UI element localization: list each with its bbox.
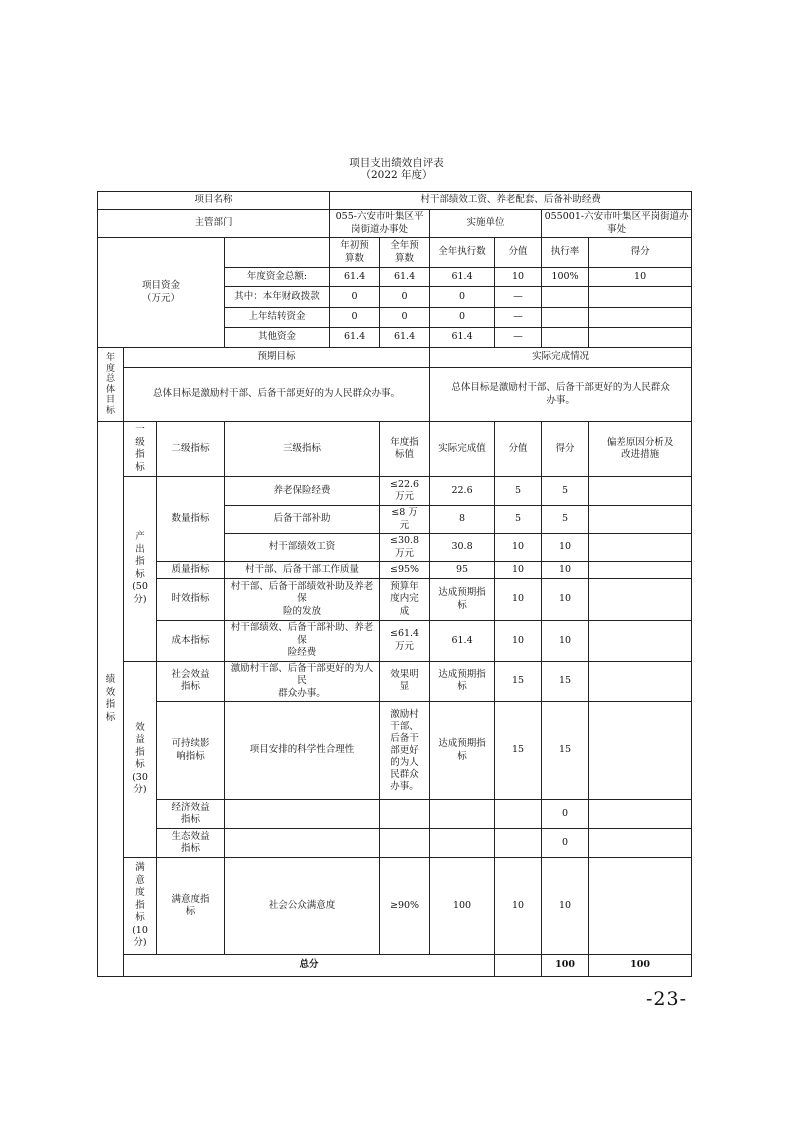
total-score: 100 bbox=[589, 955, 692, 977]
target-cell bbox=[380, 800, 430, 829]
target-cell: ≥90% bbox=[380, 858, 430, 955]
actual-cell: 达成预期指 标 bbox=[430, 579, 495, 621]
score-value-cell bbox=[495, 829, 542, 858]
target-cell: 预算年 度内完 成 bbox=[380, 579, 430, 621]
score-cell: 15 bbox=[542, 702, 589, 800]
dept-label: 主管部门 bbox=[98, 210, 330, 238]
level2-cell: 生态效益 指标 bbox=[157, 829, 225, 858]
fund-header-initial: 年初预 算数 bbox=[330, 238, 380, 268]
score-value-cell: 5 bbox=[495, 477, 542, 506]
indicator-row bbox=[98, 562, 692, 579]
deviation-cell bbox=[589, 477, 692, 506]
project-name-label: 项目名称 bbox=[98, 192, 330, 210]
page-title: 项目支出绩效自评表 bbox=[349, 157, 444, 169]
indicator-row bbox=[98, 661, 692, 702]
fund-label-text: 项目资金 （万元） bbox=[141, 280, 180, 304]
fund-header-blank bbox=[225, 238, 330, 268]
level3-cell: 后备干部补助 bbox=[225, 506, 380, 534]
score-value-cell bbox=[495, 800, 542, 829]
quantity-indicator-label: 数量指标 bbox=[157, 477, 225, 562]
fund-row-full: 61.4 bbox=[380, 268, 430, 287]
score-cell: 10 bbox=[542, 534, 589, 562]
fund-row-initial: 61.4 bbox=[330, 268, 380, 287]
deviation-cell bbox=[589, 800, 692, 829]
fund-row-exec-rate bbox=[542, 287, 589, 308]
level2-cell: 成本指标 bbox=[157, 621, 225, 662]
total-label: 总分 bbox=[124, 955, 495, 977]
fund-row-score bbox=[589, 328, 692, 348]
score-value-cell: 15 bbox=[495, 661, 542, 702]
page-number: -23- bbox=[646, 988, 688, 1010]
deviation-cell bbox=[589, 621, 692, 662]
fund-row-score: 10 bbox=[589, 268, 692, 287]
level2-cell: 社会效益 指标 bbox=[157, 661, 225, 702]
fund-row-score bbox=[589, 287, 692, 308]
fund-row-exec-rate bbox=[542, 328, 589, 348]
level3-cell bbox=[225, 829, 380, 858]
score-cell: 0 bbox=[542, 800, 589, 829]
fund-row-score-value: — bbox=[495, 308, 542, 328]
actual-cell bbox=[430, 800, 495, 829]
score-cell: 5 bbox=[542, 477, 589, 506]
score-header: 得分 bbox=[542, 422, 589, 477]
actual-cell: 61.4 bbox=[430, 621, 495, 662]
project-name-value: 村干部绩效工资、养老配套、后备补助经费 bbox=[330, 192, 692, 210]
actual-completion-text: 总体目标是激励村干部、后备干部更好的为人民群众 办事。 bbox=[430, 368, 692, 422]
fund-row-score-value: — bbox=[495, 287, 542, 308]
indicator-row bbox=[98, 858, 692, 955]
score-cell: 10 bbox=[542, 621, 589, 662]
indicator-row bbox=[98, 579, 692, 621]
level3-cell: 村干部、后备干部绩效补助及养老保 险的发放 bbox=[225, 579, 380, 621]
fund-row-executed: 0 bbox=[430, 287, 495, 308]
target-cell: 激励村 干部、 后备干 部更好 的为人 民群众 办事。 bbox=[380, 702, 430, 800]
total-blank bbox=[495, 955, 542, 977]
fund-row-initial: 61.4 bbox=[330, 328, 380, 348]
level1-header: 一 级 指 标 bbox=[124, 422, 157, 477]
fund-row-label: 年度资金总额: bbox=[225, 268, 330, 287]
deviation-cell bbox=[589, 858, 692, 955]
level3-cell: 村干部绩效、后备干部补助、养老保 险经费 bbox=[225, 621, 380, 662]
level2-cell: 时效指标 bbox=[157, 579, 225, 621]
indicator-row bbox=[98, 702, 692, 800]
fund-row-full: 61.4 bbox=[380, 328, 430, 348]
fund-row-initial: 0 bbox=[330, 308, 380, 328]
level3-cell: 养老保险经费 bbox=[225, 477, 380, 506]
fund-header-exec-rate: 执行率 bbox=[542, 238, 589, 268]
target-cell: ≤30.8 万元 bbox=[380, 534, 430, 562]
level3-cell: 村干部绩效工资 bbox=[225, 534, 380, 562]
fund-row-full: 0 bbox=[380, 287, 430, 308]
fund-row-executed: 61.4 bbox=[430, 268, 495, 287]
level2-header: 二级指标 bbox=[157, 422, 225, 477]
score-value-cell: 10 bbox=[495, 534, 542, 562]
actual-cell: 30.8 bbox=[430, 534, 495, 562]
expected-goal-header: 预期目标 bbox=[124, 348, 430, 368]
score-cell: 0 bbox=[542, 829, 589, 858]
expected-goal-text: 总体目标是激励村干部、后备干部更好的为人民群众办事。 bbox=[124, 368, 430, 422]
score-value-cell: 10 bbox=[495, 858, 542, 955]
score-value-cell: 10 bbox=[495, 621, 542, 662]
deviation-cell bbox=[589, 579, 692, 621]
deviation-header: 偏差原因分析及 改进措施 bbox=[589, 422, 692, 477]
fund-label bbox=[98, 238, 225, 348]
fund-header-executed: 全年执行数 bbox=[430, 238, 495, 268]
fund-row-label: 其他资金 bbox=[225, 328, 330, 348]
level3-cell: 社会公众满意度 bbox=[225, 858, 380, 955]
fund-row-score-value: 10 bbox=[495, 268, 542, 287]
fund-row-label: 上年结转资金 bbox=[225, 308, 330, 328]
actual-completion-header: 实际完成情况 bbox=[430, 348, 692, 368]
performance-indicator-label: 绩 效 指 标 bbox=[98, 422, 124, 977]
actual-cell bbox=[430, 829, 495, 858]
fund-header-score: 得分 bbox=[589, 238, 692, 268]
level2-cell: 经济效益 指标 bbox=[157, 800, 225, 829]
actual-cell: 22.6 bbox=[430, 477, 495, 506]
annual-target-header: 年度指 标值 bbox=[380, 422, 430, 477]
target-cell: ≤95% bbox=[380, 562, 430, 579]
impl-label: 实施单位 bbox=[430, 210, 542, 238]
page-subtitle: （2022 年度） bbox=[360, 169, 433, 181]
score-cell: 15 bbox=[542, 661, 589, 702]
level2-cell: 满意度指 标 bbox=[157, 858, 225, 955]
output-indicator-label: 产 出 指 标 (50 分) bbox=[124, 477, 157, 662]
level3-cell: 激励村干部、后备干部更好的为人民 群众办事。 bbox=[225, 661, 380, 702]
deviation-cell bbox=[589, 829, 692, 858]
level3-cell: 项目安排的科学性合理性 bbox=[225, 702, 380, 800]
fund-header-score-value: 分值 bbox=[495, 238, 542, 268]
total-score-value: 100 bbox=[542, 955, 589, 977]
level2-cell: 可持续影 响指标 bbox=[157, 702, 225, 800]
deviation-cell bbox=[589, 506, 692, 534]
fund-row-score bbox=[589, 308, 692, 328]
level3-cell: 村干部、后备干部工作质量 bbox=[225, 562, 380, 579]
fund-row-label: 其中：本年财政拨款 bbox=[225, 287, 330, 308]
satisfaction-indicator-label: 满 意 度 指 标 (10 分) bbox=[124, 858, 157, 955]
fund-row-exec-rate: 100% bbox=[542, 268, 589, 287]
target-cell: ≤22.6 万元 bbox=[380, 477, 430, 506]
deviation-cell bbox=[589, 661, 692, 702]
score-value-cell: 15 bbox=[495, 702, 542, 800]
indicator-row bbox=[98, 477, 692, 506]
indicator-row bbox=[98, 800, 692, 829]
benefit-indicator-label: 效 益 指 标 (30 分) bbox=[124, 661, 157, 858]
score-cell: 10 bbox=[542, 579, 589, 621]
fund-header-full: 全年预 算数 bbox=[380, 238, 430, 268]
score-value-cell: 10 bbox=[495, 562, 542, 579]
fund-row-full: 0 bbox=[380, 308, 430, 328]
self-evaluation-table bbox=[97, 191, 692, 977]
score-cell: 10 bbox=[542, 562, 589, 579]
target-cell: ≤61.4 万元 bbox=[380, 621, 430, 662]
level3-header: 三级指标 bbox=[225, 422, 380, 477]
score-cell: 5 bbox=[542, 506, 589, 534]
level2-cell: 质量指标 bbox=[157, 562, 225, 579]
dept-value: 055-六安市叶集区平岗街道办事处 bbox=[330, 210, 430, 238]
fund-row-executed: 0 bbox=[430, 308, 495, 328]
target-cell bbox=[380, 829, 430, 858]
deviation-cell bbox=[589, 562, 692, 579]
fund-row-executed: 61.4 bbox=[430, 328, 495, 348]
actual-cell: 100 bbox=[430, 858, 495, 955]
score-value-cell: 5 bbox=[495, 506, 542, 534]
actual-cell: 8 bbox=[430, 506, 495, 534]
score-value-header: 分值 bbox=[495, 422, 542, 477]
level3-cell bbox=[225, 800, 380, 829]
annual-goal-label: 年 度 总 体 目 标 bbox=[98, 348, 124, 422]
target-cell: ≤8 万 元 bbox=[380, 506, 430, 534]
indicator-row bbox=[98, 829, 692, 858]
deviation-cell bbox=[589, 702, 692, 800]
score-cell: 10 bbox=[542, 858, 589, 955]
fund-row-score-value: — bbox=[495, 328, 542, 348]
target-cell: 效果明 显 bbox=[380, 661, 430, 702]
fund-row-initial: 0 bbox=[330, 287, 380, 308]
deviation-cell bbox=[589, 534, 692, 562]
score-value-cell: 10 bbox=[495, 579, 542, 621]
impl-value: 055001-六安市叶集区平岗街道办事处 bbox=[542, 210, 692, 238]
indicator-row bbox=[98, 621, 692, 662]
actual-cell: 达成预期指 标 bbox=[430, 661, 495, 702]
actual-cell: 达成预期指 标 bbox=[430, 702, 495, 800]
fund-row-exec-rate bbox=[542, 308, 589, 328]
actual-cell: 95 bbox=[430, 562, 495, 579]
actual-value-header: 实际完成值 bbox=[430, 422, 495, 477]
